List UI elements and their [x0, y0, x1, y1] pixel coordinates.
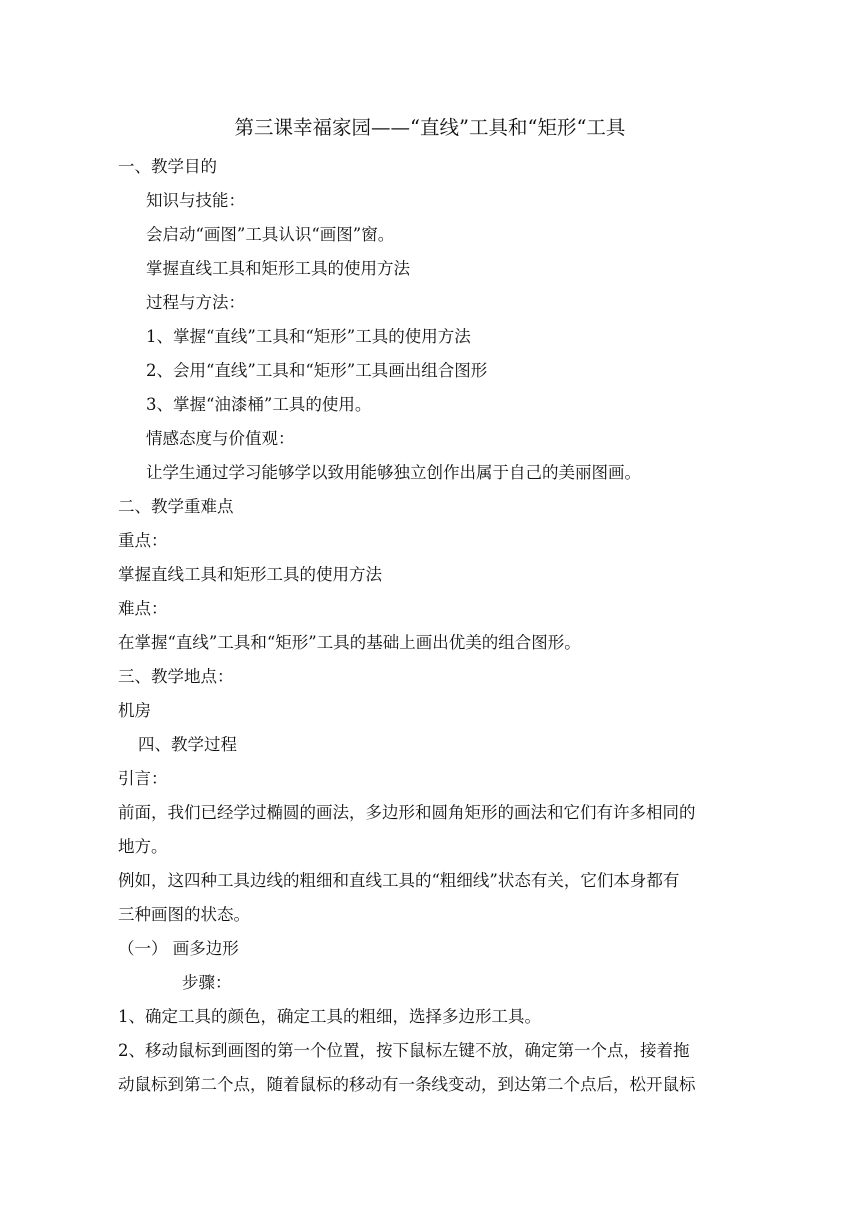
subheading-steps: 步骤： [182, 973, 232, 992]
subheading-process-methods: 过程与方法： [146, 293, 245, 312]
list-item: 2、移动鼠标到画图的第一个位置，按下鼠标左键不放，确定第一个点，接着拖 [118, 1041, 690, 1060]
paragraph-line: 让学生通过学习能够学以致用能够独立创作出属于自己的美丽图画。 [146, 463, 641, 482]
document-title: 第三课幸福家园——“直线”工具和“矩形“工具 [234, 116, 626, 139]
paragraph-line: 地方。 [118, 837, 168, 856]
subheading-knowledge-skills: 知识与技能： [146, 191, 245, 210]
list-item: 2、会用“直线”工具和“矩形”工具画出组合图形 [146, 361, 488, 380]
paragraph-line: 机房 [118, 701, 151, 720]
section-heading-process: 四、教学过程 [138, 735, 237, 754]
paragraph-line: 掌握直线工具和矩形工具的使用方法 [146, 259, 410, 278]
paragraph-line: 例如，这四种工具边线的粗细和直线工具的“粗细线”状态有关，它们本身都有 [118, 871, 680, 890]
paragraph-line: 三种画图的状态。 [118, 905, 250, 924]
subheading-focus: 重点： [118, 531, 168, 550]
paragraph-line: 会启动“画图”工具认识“画图”窗。 [146, 225, 395, 244]
section-heading-objectives: 一、教学目的 [118, 157, 217, 176]
subheading-difficulty: 难点： [118, 599, 168, 618]
paragraph-line: 在掌握“直线”工具和“矩形”工具的基础上画出优美的组合图形。 [118, 633, 581, 652]
subheading-draw-polygon: （一） 画多边形 [118, 939, 239, 958]
subheading-introduction: 引言： [118, 769, 168, 788]
section-heading-location: 三、教学地点： [118, 667, 234, 686]
section-heading-key-points: 二、教学重难点 [118, 497, 234, 516]
list-item: 1、确定工具的颜色，确定工具的粗细，选择多边形工具。 [118, 1007, 541, 1026]
list-item: 1、掌握“直线”工具和“矩形”工具的使用方法 [146, 327, 471, 346]
paragraph-line: 动鼠标到第二个点，随着鼠标的移动有一条线变动，到达第二个点后，松开鼠标 [118, 1075, 696, 1094]
paragraph-line: 前面，我们已经学过椭圆的画法，多边形和圆角矩形的画法和它们有许多相同的 [118, 803, 696, 822]
list-item: 3、掌握“油漆桶”工具的使用。 [146, 395, 372, 414]
paragraph-line: 掌握直线工具和矩形工具的使用方法 [118, 565, 382, 584]
subheading-attitude-values: 情感态度与价值观： [146, 429, 295, 448]
